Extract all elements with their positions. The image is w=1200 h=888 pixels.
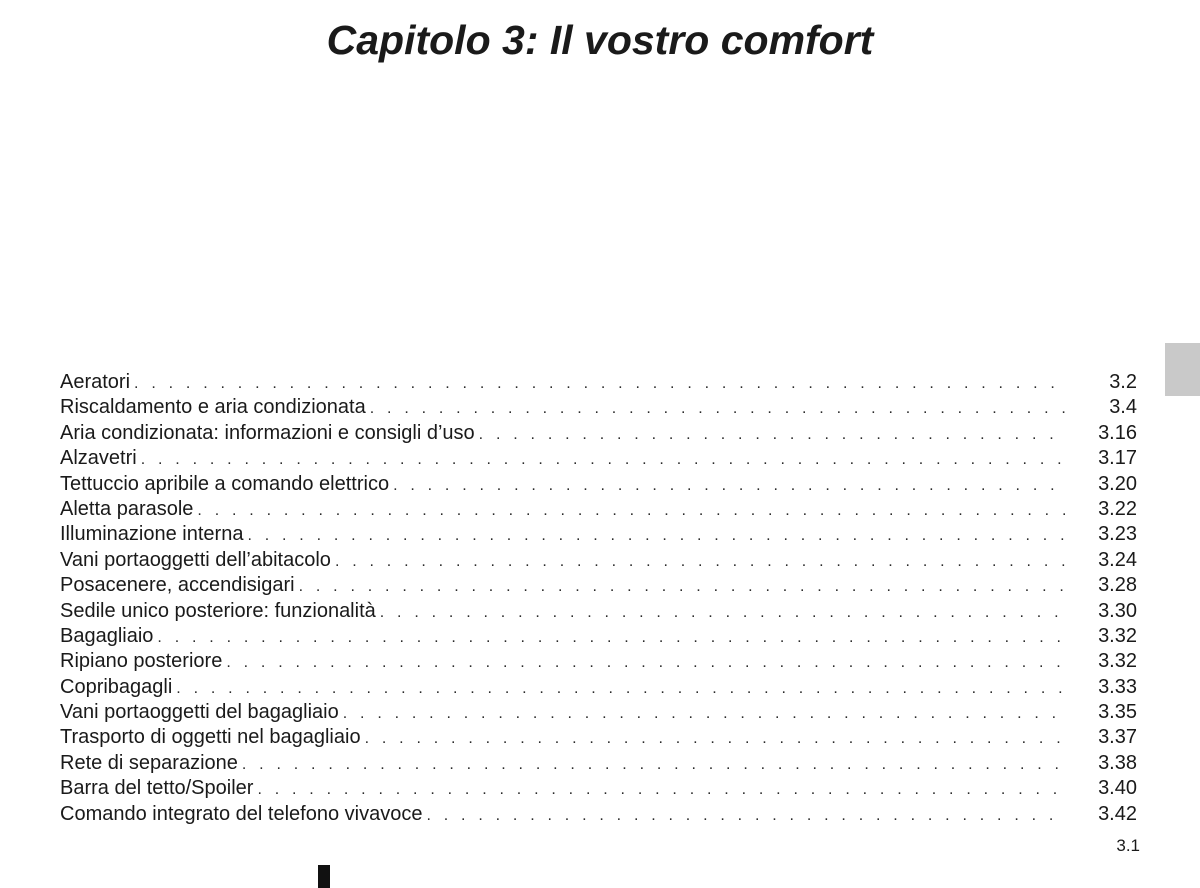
toc-entry-page: 3.16 [1098, 421, 1137, 444]
toc-entry-label: Comando integrato del telefono vivavoce [60, 802, 423, 825]
toc-dot-leader [141, 447, 1067, 471]
toc-dot-leader [176, 676, 1067, 700]
toc-dot-leader [134, 371, 1067, 395]
toc-entry-page: 3.23 [1098, 523, 1137, 546]
toc-dot-leader [479, 422, 1067, 446]
toc-dot-leader [247, 523, 1067, 547]
crop-mark [318, 865, 330, 888]
toc-entry-page: 3.42 [1098, 802, 1137, 825]
toc-entry-label: Vani portaoggetti dell’abitacolo [60, 548, 331, 571]
toc-dot-leader [380, 600, 1067, 624]
toc-entry-aeratori[interactable] [60, 370, 1137, 395]
chapter-title: Capitolo 3: Il vostro comfort [326, 17, 874, 63]
toc-entry-page: 3.32 [1098, 624, 1137, 647]
toc-entry-trasporto[interactable] [60, 725, 1137, 750]
toc-entry-label: Bagagliaio [60, 624, 154, 647]
toc-entry-page: 3.38 [1098, 751, 1137, 774]
toc-entry-illuminazione[interactable] [60, 522, 1137, 547]
toc-entry-page: 3.37 [1098, 726, 1137, 749]
toc-entry-label: Sedile unico posteriore: funzionalità [60, 599, 376, 622]
toc-entry-vani-abitacolo[interactable] [60, 548, 1137, 573]
toc-entry-page: 3.32 [1098, 650, 1137, 673]
toc-entry-copribagagli[interactable] [60, 675, 1137, 700]
toc-dot-leader [393, 473, 1067, 497]
toc-entry-rete[interactable] [60, 751, 1137, 776]
toc-entry-page: 3.22 [1098, 497, 1137, 520]
toc-entry-label: Riscaldamento e aria condizionata [60, 396, 366, 419]
toc-dot-leader [257, 777, 1067, 801]
page-number: 3.1 [1116, 836, 1140, 855]
toc-entry-label: Trasporto di oggetti nel bagagliaio [60, 726, 361, 749]
toc-dot-leader [343, 701, 1067, 725]
toc-entry-label: Aeratori [60, 371, 131, 393]
toc-entry-tettuccio[interactable] [60, 472, 1137, 497]
toc-entry-label: Barra del tetto/Spoiler [60, 777, 254, 800]
toc-entry-page: 3.17 [1098, 447, 1137, 470]
toc-dot-leader [226, 650, 1067, 674]
toc-dot-leader [242, 752, 1067, 776]
toc-entry-aletta-parasole[interactable] [60, 497, 1137, 522]
toc-entry-label: Tettuccio apribile a comando elettrico [60, 472, 390, 495]
toc-entry-page: 3.24 [1098, 548, 1137, 571]
toc-entry-label: Alzavetri [60, 447, 137, 470]
toc-entry-aria-condizionata[interactable] [60, 421, 1137, 446]
chapter-side-tab [1165, 343, 1200, 396]
toc-entry-page: 3.35 [1098, 701, 1137, 724]
toc-entry-page: 3.33 [1098, 675, 1137, 698]
toc-entry-barra[interactable] [60, 776, 1137, 801]
toc-dot-leader [335, 549, 1067, 573]
toc-dot-leader [157, 625, 1067, 649]
toc-entry-label: Aria condizionata: informazioni e consigli d’uso [60, 421, 475, 444]
toc-entry-page: 3.40 [1098, 777, 1137, 800]
toc-entry-page: 3.30 [1098, 599, 1137, 622]
toc-entry-label: Illuminazione interna [60, 523, 244, 546]
toc-entry-label: Ripiano posteriore [60, 650, 223, 673]
toc-dot-leader [197, 498, 1067, 522]
toc-dot-leader [370, 396, 1067, 420]
toc-entry-sedile[interactable] [60, 599, 1137, 624]
toc-entry-label: Vani portaoggetti del bagagliaio [60, 701, 339, 724]
toc-dot-leader [299, 574, 1067, 598]
toc-entry-page: 3.4 [1109, 396, 1137, 419]
toc-entry-bagagliaio[interactable] [60, 624, 1137, 649]
toc-entry-ripiano[interactable] [60, 649, 1137, 674]
toc-entry-comando-telefono[interactable] [60, 802, 1137, 827]
table-of-contents [60, 370, 1137, 827]
toc-entry-label: Posacenere, accendisigari [60, 574, 295, 597]
toc-entry-label: Aletta parasole [60, 497, 194, 520]
toc-entry-alzavetri[interactable] [60, 446, 1137, 471]
toc-entry-label: Copribagagli [60, 675, 173, 698]
toc-entry-vani-bagagliaio[interactable] [60, 700, 1137, 725]
toc-entry-riscaldamento[interactable] [60, 395, 1137, 420]
toc-entry-page: 3.28 [1098, 574, 1137, 597]
toc-dot-leader [365, 726, 1067, 750]
toc-entry-posacenere[interactable] [60, 573, 1137, 598]
toc-entry-page: 3.2 [1109, 371, 1137, 393]
toc-dot-leader [426, 803, 1067, 827]
toc-entry-label: Rete di separazione [60, 751, 238, 774]
toc-entry-page: 3.20 [1098, 472, 1137, 495]
